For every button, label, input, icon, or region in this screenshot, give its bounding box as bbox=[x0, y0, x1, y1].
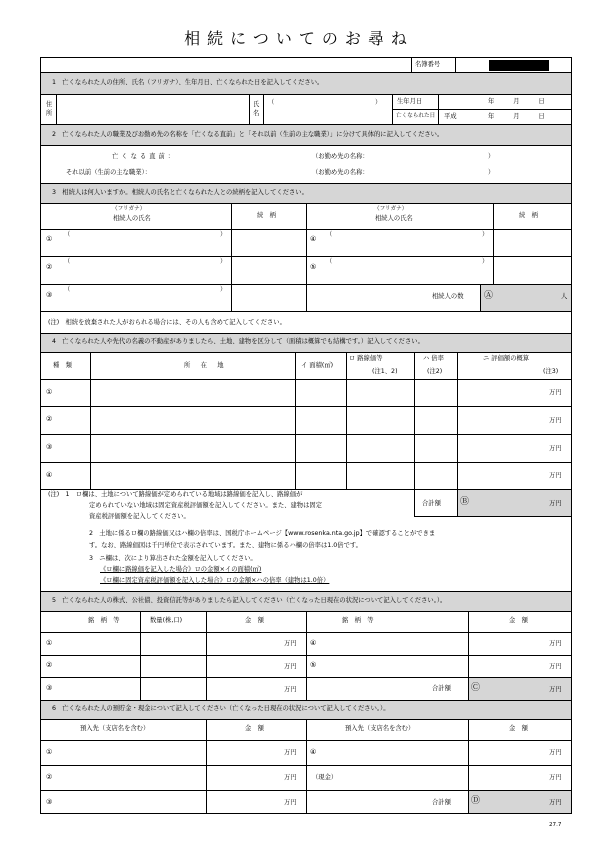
deposit-row-3-unit: 万円 bbox=[284, 799, 297, 806]
property-row-4-number: ④ bbox=[46, 471, 53, 479]
s6-line3 bbox=[40, 765, 572, 766]
property-row-1-unit: 万円 bbox=[549, 389, 562, 396]
heir-row-4-open: （ bbox=[326, 231, 333, 238]
property-note-1a: (注) 1 ロ欄は、土地について路線価が定められている地域は路線価を記入し、路線価が bbox=[48, 491, 303, 498]
s5-line3 bbox=[40, 655, 572, 656]
securities-row-4-unit: 万円 bbox=[549, 640, 562, 647]
property-row-2-field[interactable] bbox=[92, 408, 570, 432]
register-left bbox=[411, 57, 412, 72]
securities-name-header-left: 銘 柄 等 bbox=[88, 617, 120, 624]
cash-unit: 万円 bbox=[549, 774, 562, 781]
heir-row-5-name-field[interactable] bbox=[320, 267, 491, 282]
deposit-row-4-unit: 万円 bbox=[549, 749, 562, 756]
deposit-row-3-field[interactable] bbox=[56, 792, 282, 812]
s1-mid bbox=[392, 109, 572, 110]
securities-total-mark: Ⓒ bbox=[471, 683, 481, 693]
property-note-1b: 定められていない地域は固定資産税評価額を記入してください。また、建物は固定 bbox=[89, 502, 322, 509]
heir-row-2-relation-field[interactable] bbox=[233, 258, 304, 282]
s3-v2 bbox=[306, 203, 307, 311]
securities-row-2-number: ② bbox=[46, 661, 53, 669]
property-mult-note: (注2) bbox=[427, 368, 443, 375]
s3-line5 bbox=[40, 311, 572, 312]
name-field[interactable] bbox=[264, 110, 391, 123]
cash-label: （現金） bbox=[312, 774, 338, 781]
property-row-2-number: ② bbox=[46, 415, 53, 423]
cash-field[interactable] bbox=[350, 767, 546, 788]
securities-qty-header-left: 数量(株,口) bbox=[150, 617, 183, 624]
deposit-total-label: 合計額 bbox=[432, 799, 451, 806]
s3-line3 bbox=[40, 256, 572, 257]
heir-count-field[interactable] bbox=[496, 287, 556, 309]
heir-row-3-relation-field[interactable] bbox=[233, 286, 304, 309]
s4-line2 bbox=[40, 379, 572, 380]
heir-row-3-open: （ bbox=[64, 286, 71, 293]
heir-row-5-close: ） bbox=[482, 258, 489, 265]
property-area-header: イ 面積(㎡) bbox=[301, 362, 334, 369]
deposit-row-2-field[interactable] bbox=[56, 767, 282, 788]
property-note-1c: 資産税評価額を記入してください。 bbox=[89, 513, 190, 520]
property-row-1-field[interactable] bbox=[92, 381, 570, 404]
property-row-1-number: ① bbox=[46, 388, 53, 396]
property-row-3-field[interactable] bbox=[92, 436, 570, 460]
death-date-field[interactable]: 年 月 日 bbox=[488, 113, 545, 120]
property-location-header: 所 在 地 bbox=[184, 362, 226, 369]
name-label: 氏名 bbox=[253, 101, 260, 117]
s6-v2 bbox=[306, 719, 307, 814]
securities-row-5-number: ⑤ bbox=[310, 661, 317, 669]
s4-line5 bbox=[40, 462, 572, 463]
securities-row-2-field[interactable] bbox=[56, 657, 282, 675]
employer-recent-label: （お勤め先の名称： bbox=[312, 153, 369, 160]
section6-heading: 6 亡くなられた人の預貯金・現金について記入してください（亡くなった日現在の状況について記入してください。）。 bbox=[52, 705, 390, 712]
heir-row-5-relation-field[interactable] bbox=[495, 258, 570, 282]
heir-row-5-number: ⑤ bbox=[310, 263, 317, 271]
heir-count-mark: Ⓐ bbox=[484, 291, 494, 301]
heir-row-2-close: ） bbox=[220, 258, 227, 265]
heir-row-4-number: ④ bbox=[310, 235, 317, 243]
property-value-header: ニ 評価額の概算 bbox=[483, 355, 530, 362]
property-total-label: 合計額 bbox=[422, 500, 441, 507]
securities-row-1-field[interactable] bbox=[56, 634, 282, 653]
employer-former-close: ） bbox=[488, 169, 495, 176]
section3-heading: 3 相続人は何人いますか。相続人の氏名と亡くなられた人との続柄を記入してください。 bbox=[52, 189, 308, 196]
section5-heading: 5 亡くなられた人の株式、公社債、投資信託等がありましたら記入してください（亡くなった日現在の状況について記入してください。）。 bbox=[52, 597, 447, 604]
heir-count-unit: 人 bbox=[561, 293, 568, 300]
name-furigana-field[interactable]: （ ） bbox=[268, 99, 382, 106]
employer-former-label: （お勤め先の名称： bbox=[312, 169, 369, 176]
heir-count-label: 相続人の数 bbox=[432, 293, 464, 300]
securities-amount-header-left: 金 額 bbox=[245, 617, 264, 624]
property-row-3-number: ③ bbox=[46, 443, 53, 451]
death-label: 亡くなられた日 bbox=[396, 113, 436, 119]
death-era: 平成 bbox=[444, 113, 457, 120]
heir-relation-header-right: 続 柄 bbox=[519, 212, 538, 219]
property-total-unit: 万円 bbox=[549, 500, 562, 507]
property-row-2-unit: 万円 bbox=[549, 417, 562, 424]
birth-label: 生年月日 bbox=[397, 98, 423, 105]
property-mult-header: ハ 倍率 bbox=[423, 355, 444, 362]
s3-v3 bbox=[493, 203, 494, 284]
property-row-4-field[interactable] bbox=[92, 464, 570, 487]
property-note-2b: す。なお、路線価図は千円単位で表示されています。また、建物に係るハ欄の倍率は1.0倍です。 bbox=[89, 542, 362, 549]
deposit-row-1-field[interactable] bbox=[56, 742, 282, 763]
heir-row-2-number: ② bbox=[46, 263, 53, 271]
heir-row-1-open: （ bbox=[64, 231, 71, 238]
occupation-former-label: それ以前（生前の主な職業）： bbox=[66, 169, 152, 176]
deposit-bank-header-left: 預入先（支店名を含む） bbox=[80, 725, 150, 732]
deposit-amount-header-left: 金 額 bbox=[245, 725, 264, 732]
s4-v1 bbox=[90, 352, 91, 489]
deposit-row-3-number: ③ bbox=[46, 798, 53, 806]
s4-total-v bbox=[414, 489, 415, 516]
deposit-total-mark: Ⓓ bbox=[471, 796, 481, 806]
s4-line3 bbox=[40, 406, 572, 407]
securities-total-label: 合計額 bbox=[432, 685, 451, 692]
deposit-row-1-number: ① bbox=[46, 748, 53, 756]
section2-heading: 2 亡くなられた人の職業及びお勤め先の名称を「亡くなる直前」と「それ以前（生前の主な職業）」に分けて具体的に記入してください。 bbox=[52, 131, 444, 138]
securities-row-4-field[interactable] bbox=[320, 634, 546, 653]
section4-heading: 4 亡くなられた人や先代の名義の不動産がありましたら、土地、建物を区分して（面積は概算でも結構です。）記入してください。 bbox=[52, 338, 424, 345]
heir-row-3-number: ③ bbox=[46, 291, 53, 299]
securities-row-3-unit: 万円 bbox=[284, 686, 297, 693]
heir-row-2-name-field[interactable] bbox=[56, 267, 229, 282]
securities-row-3-field[interactable] bbox=[56, 679, 282, 698]
securities-row-5-unit: 万円 bbox=[549, 663, 562, 670]
occupation-former-field[interactable] bbox=[180, 166, 308, 178]
securities-row-4-number: ④ bbox=[310, 639, 317, 647]
securities-total-unit: 万円 bbox=[549, 686, 562, 693]
heir-relation-header-left: 続 柄 bbox=[257, 212, 276, 219]
securities-row-2-unit: 万円 bbox=[284, 663, 297, 670]
heir-row-5-open: （ bbox=[326, 258, 333, 265]
deposit-row-4-field[interactable] bbox=[320, 742, 546, 763]
heir-row-4-close: ） bbox=[482, 231, 489, 238]
occupation-recent-label: 亡くなる直前： bbox=[112, 153, 178, 160]
section3-note: (注) 相続を放棄された人がおられる場合には、その人も含めて記入してください。 bbox=[48, 319, 286, 326]
deposit-bank-header-right: 預入先（支店名を含む） bbox=[345, 725, 415, 732]
heir-furigana-header-left: （フリガナ） bbox=[112, 206, 146, 212]
deposit-total-unit: 万円 bbox=[549, 799, 562, 806]
property-note-3: 3 ニ欄は、次により算出された金額を記入してください。 bbox=[89, 555, 257, 562]
heir-row-4-relation-field[interactable] bbox=[495, 231, 570, 254]
occupation-recent-field[interactable] bbox=[180, 150, 308, 162]
section2-line bbox=[40, 145, 572, 146]
heir-name-header-left: 相続人の氏名 bbox=[113, 215, 151, 222]
property-note-3a: 《ロ欄に路線価を記入した場合》ロの金額×イの面積(㎡) bbox=[100, 566, 262, 573]
securities-row-3-number: ③ bbox=[46, 684, 53, 692]
securities-row-5-field[interactable] bbox=[320, 657, 546, 675]
page-title: 相続についてのお尋ね bbox=[184, 29, 414, 48]
securities-name-header-right: 銘 柄 等 bbox=[342, 617, 374, 624]
form-version: 27.7 bbox=[549, 822, 562, 828]
s1-v2 bbox=[249, 94, 250, 124]
birth-date-field[interactable]: 年 月 日 bbox=[488, 98, 545, 105]
s4-line4 bbox=[40, 434, 572, 435]
property-row-4-unit: 万円 bbox=[549, 472, 562, 479]
property-route-header: ロ 路線価等 bbox=[349, 355, 383, 362]
deposit-amount-header-right: 金 額 bbox=[509, 725, 528, 732]
employer-recent-close: ） bbox=[488, 153, 495, 160]
securities-total-field[interactable] bbox=[484, 680, 546, 698]
s4-total-bottom bbox=[414, 516, 572, 517]
s4-line1 bbox=[40, 352, 572, 353]
deposit-row-1-unit: 万円 bbox=[284, 749, 297, 756]
securities-amount-header-right: 金 額 bbox=[509, 617, 528, 624]
deposit-row-2-number: ② bbox=[46, 773, 53, 781]
register-number-label: 名簿番号 bbox=[415, 61, 441, 68]
property-type-header: 種 類 bbox=[53, 362, 72, 369]
heir-row-1-relation-field[interactable] bbox=[233, 231, 304, 254]
heir-row-2-open: （ bbox=[64, 258, 71, 265]
property-note-2a: 2 土地に係るロ欄の路線価又はハ欄の倍率は、国税庁ホームページ【www.rosenka.nta.go.jp】で確認することができま bbox=[89, 530, 436, 537]
heir-row-3-name-field[interactable] bbox=[56, 295, 229, 309]
property-row-3-unit: 万円 bbox=[549, 445, 562, 452]
property-note-3b: 《ロ欄に固定資産税評価額を記入した場合》ロの金額×ハの倍率（建物は1.0倍） bbox=[100, 577, 330, 584]
property-value-note: (注3) bbox=[543, 368, 559, 375]
heir-row-1-number: ① bbox=[46, 235, 53, 243]
heir-row-1-name-field[interactable] bbox=[56, 240, 229, 254]
property-total-mark: Ⓑ bbox=[460, 497, 470, 507]
heir-row-1-close: ） bbox=[220, 231, 227, 238]
deposit-total-field[interactable] bbox=[484, 793, 546, 811]
s3-line2 bbox=[40, 229, 572, 230]
heir-name-header-right: 相続人の氏名 bbox=[375, 215, 413, 222]
securities-row-1-unit: 万円 bbox=[284, 640, 297, 647]
section1-heading: 1 亡くなられた人の住所、氏名（フリガナ）、生年月日、亡くなられた日を記入してください。 bbox=[52, 79, 324, 86]
s5-line2 bbox=[40, 632, 572, 633]
address-field[interactable] bbox=[56, 95, 249, 123]
address-label: 住所 bbox=[46, 101, 53, 117]
s6-line2 bbox=[40, 740, 572, 741]
property-total-field[interactable] bbox=[472, 492, 546, 514]
heir-row-3-close: ） bbox=[220, 286, 227, 293]
s3-v1 bbox=[231, 203, 232, 311]
heir-furigana-header-right: （フリガナ） bbox=[374, 206, 408, 212]
s1-v1 bbox=[56, 94, 57, 124]
deposit-row-2-unit: 万円 bbox=[284, 774, 297, 781]
securities-row-1-number: ① bbox=[46, 639, 53, 647]
property-route-note: (注1、2) bbox=[372, 368, 398, 375]
deposit-row-4-number: ④ bbox=[310, 748, 317, 756]
heir-row-4-name-field[interactable] bbox=[320, 240, 491, 254]
